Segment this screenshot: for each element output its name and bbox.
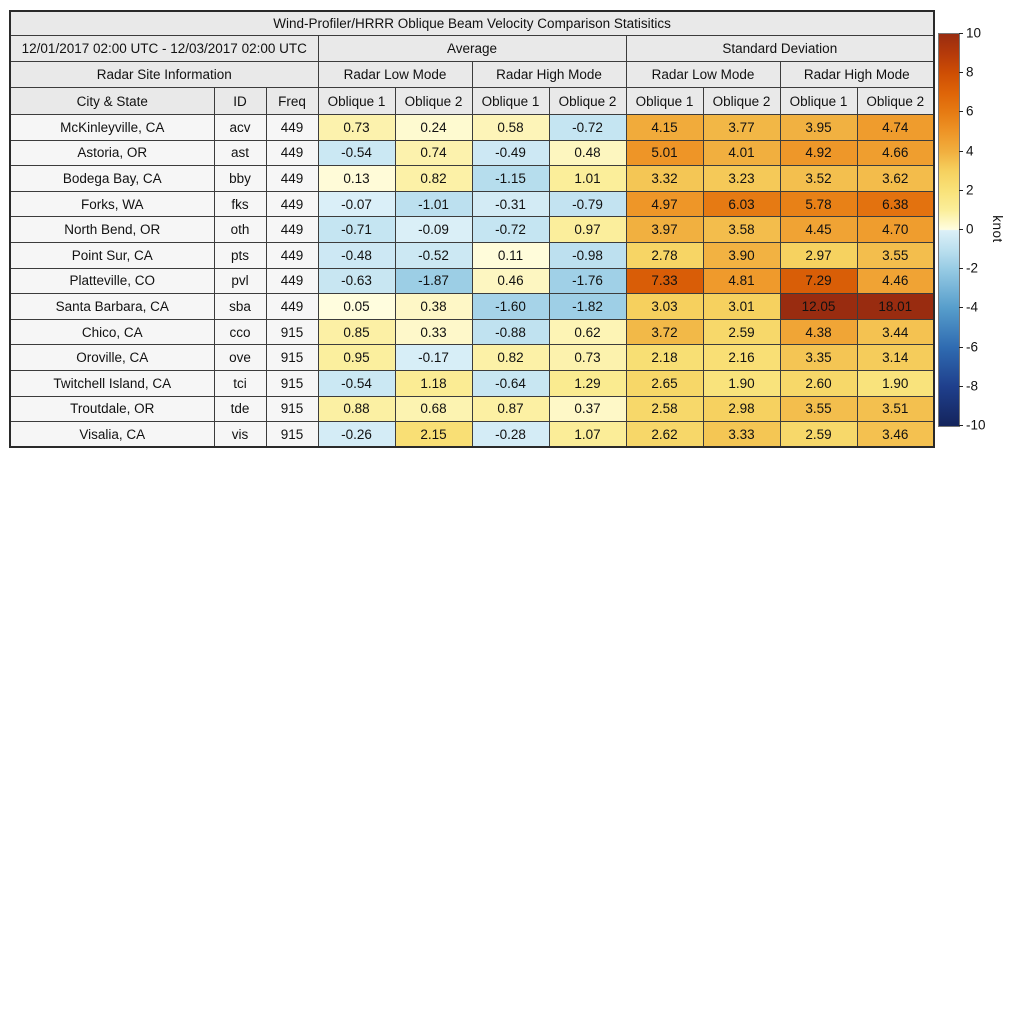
value-cell-std_low_oblique1: 2.65: [626, 370, 703, 396]
value-cell-avg_high_oblique2: -0.98: [549, 242, 626, 268]
city-cell: Chico, CA: [10, 319, 214, 345]
colorbar-tick-mark: [959, 190, 963, 191]
value-cell-avg_high_oblique2: -1.82: [549, 294, 626, 320]
value-cell-avg_low_oblique1: -0.63: [318, 268, 395, 294]
table-row: [10, 422, 934, 448]
value-cell-std_low_oblique1: 2.78: [626, 242, 703, 268]
freq-cell: 449: [266, 191, 318, 217]
value-cell-std_low_oblique1: 2.58: [626, 396, 703, 422]
colorbar-tick-label: -8: [966, 378, 979, 394]
value-cell-std_low_oblique2: 2.59: [703, 319, 780, 345]
value-cell-avg_high_oblique1: -0.88: [472, 319, 549, 345]
value-cell-avg_low_oblique1: 0.73: [318, 115, 395, 141]
value-cell-std_high_oblique2: 3.46: [857, 422, 934, 448]
std-high-oblique2-header: Oblique 2: [857, 88, 934, 115]
value-cell-avg_high_oblique1: 0.11: [472, 242, 549, 268]
value-cell-avg_high_oblique1: 0.58: [472, 115, 549, 141]
colorbar-tick-mark: [959, 111, 963, 112]
value-cell-std_high_oblique1: 2.59: [780, 422, 857, 448]
table-row: [10, 242, 934, 268]
value-cell-std_high_oblique1: 3.95: [780, 115, 857, 141]
id-column-header: ID: [214, 88, 266, 115]
colorbar-tick-mark: [959, 386, 963, 387]
value-cell-std_low_oblique2: 2.16: [703, 345, 780, 371]
value-cell-std_high_oblique2: 4.70: [857, 217, 934, 243]
date-range: 12/01/2017 02:00 UTC - 12/03/2017 02:00 UTC: [10, 36, 318, 62]
value-cell-avg_low_oblique1: 0.05: [318, 294, 395, 320]
value-cell-std_high_oblique1: 12.05: [780, 294, 857, 320]
value-cell-std_high_oblique2: 3.14: [857, 345, 934, 371]
freq-cell: 449: [266, 166, 318, 192]
city-cell: McKinleyville, CA: [10, 115, 214, 141]
table-body: [10, 115, 934, 448]
value-cell-avg_high_oblique1: 0.46: [472, 268, 549, 294]
stats-table: [9, 10, 935, 448]
value-cell-std_low_oblique1: 5.01: [626, 140, 703, 166]
value-cell-std_low_oblique1: 3.32: [626, 166, 703, 192]
std-high-oblique1-header: Oblique 1: [780, 88, 857, 115]
mode-header-row: [10, 62, 934, 88]
value-cell-std_high_oblique2: 3.62: [857, 166, 934, 192]
city-cell: Santa Barbara, CA: [10, 294, 214, 320]
colorbar-tick-mark: [959, 268, 963, 269]
value-cell-avg_high_oblique1: -1.60: [472, 294, 549, 320]
value-cell-avg_high_oblique2: -0.79: [549, 191, 626, 217]
value-cell-avg_high_oblique1: -0.28: [472, 422, 549, 448]
site-id-cell: oth: [214, 217, 266, 243]
value-cell-std_low_oblique2: 3.58: [703, 217, 780, 243]
site-id-cell: ast: [214, 140, 266, 166]
std-low-oblique1-header: Oblique 1: [626, 88, 703, 115]
freq-cell: 915: [266, 396, 318, 422]
freq-cell: 915: [266, 422, 318, 448]
value-cell-avg_low_oblique1: 0.13: [318, 166, 395, 192]
freq-cell: 449: [266, 268, 318, 294]
value-cell-avg_high_oblique2: 0.37: [549, 396, 626, 422]
value-cell-avg_high_oblique2: -1.76: [549, 268, 626, 294]
value-cell-avg_low_oblique1: -0.54: [318, 140, 395, 166]
value-cell-avg_low_oblique1: 0.85: [318, 319, 395, 345]
value-cell-std_low_oblique1: 7.33: [626, 268, 703, 294]
value-cell-avg_low_oblique1: -0.48: [318, 242, 395, 268]
value-cell-std_low_oblique2: 2.98: [703, 396, 780, 422]
value-cell-std_high_oblique2: 3.51: [857, 396, 934, 422]
table-row: [10, 166, 934, 192]
value-cell-std_low_oblique1: 3.97: [626, 217, 703, 243]
city-cell: North Bend, OR: [10, 217, 214, 243]
table-row: [10, 319, 934, 345]
value-cell-avg_low_oblique1: -0.54: [318, 370, 395, 396]
value-cell-std_high_oblique1: 3.35: [780, 345, 857, 371]
colorbar-tick-label: 0: [966, 221, 974, 237]
value-cell-avg_low_oblique2: 0.82: [395, 166, 472, 192]
freq-cell: 915: [266, 370, 318, 396]
freq-cell: 449: [266, 294, 318, 320]
value-cell-std_low_oblique1: 2.18: [626, 345, 703, 371]
site-id-cell: tci: [214, 370, 266, 396]
colorbar-tick-mark: [959, 72, 963, 73]
table-row: [10, 294, 934, 320]
value-cell-avg_low_oblique2: 0.24: [395, 115, 472, 141]
value-cell-std_high_oblique1: 4.92: [780, 140, 857, 166]
colorbar-tick-mark: [959, 229, 963, 230]
freq-cell: 449: [266, 140, 318, 166]
freq-cell: 449: [266, 115, 318, 141]
site-id-cell: cco: [214, 319, 266, 345]
site-id-cell: vis: [214, 422, 266, 448]
value-cell-std_high_oblique1: 5.78: [780, 191, 857, 217]
value-cell-avg_high_oblique2: 0.73: [549, 345, 626, 371]
value-cell-std_low_oblique2: 3.01: [703, 294, 780, 320]
colorbar-tick-label: -2: [966, 260, 979, 276]
table-row: [10, 370, 934, 396]
avg-high-oblique2-header: Oblique 2: [549, 88, 626, 115]
value-cell-avg_low_oblique1: 0.88: [318, 396, 395, 422]
city-cell: Troutdale, OR: [10, 396, 214, 422]
value-cell-std_high_oblique2: 4.74: [857, 115, 934, 141]
colorbar-tick-label: -6: [966, 339, 979, 355]
value-cell-std_high_oblique2: 3.55: [857, 242, 934, 268]
value-cell-avg_low_oblique1: -0.07: [318, 191, 395, 217]
colorbar-tick-label: 2: [966, 182, 974, 198]
value-cell-avg_low_oblique2: 0.74: [395, 140, 472, 166]
value-cell-std_high_oblique2: 3.44: [857, 319, 934, 345]
value-cell-std_low_oblique2: 3.77: [703, 115, 780, 141]
colorbar-tick-mark: [959, 33, 963, 34]
city-cell: Twitchell Island, CA: [10, 370, 214, 396]
avg-high-oblique1-header: Oblique 1: [472, 88, 549, 115]
freq-column-header: Freq: [266, 88, 318, 115]
avg-high-mode-header: Radar High Mode: [472, 62, 626, 88]
value-cell-std_high_oblique2: 1.90: [857, 370, 934, 396]
value-cell-std_high_oblique1: 3.55: [780, 396, 857, 422]
value-cell-std_high_oblique2: 6.38: [857, 191, 934, 217]
value-cell-avg_high_oblique1: -0.49: [472, 140, 549, 166]
value-cell-std_low_oblique1: 3.72: [626, 319, 703, 345]
site-id-cell: ove: [214, 345, 266, 371]
site-id-cell: bby: [214, 166, 266, 192]
site-id-cell: sba: [214, 294, 266, 320]
avg-low-oblique1-header: Oblique 1: [318, 88, 395, 115]
value-cell-avg_high_oblique2: -0.72: [549, 115, 626, 141]
value-cell-avg_low_oblique2: -1.87: [395, 268, 472, 294]
value-cell-avg_high_oblique2: 0.62: [549, 319, 626, 345]
value-cell-std_high_oblique1: 3.52: [780, 166, 857, 192]
value-cell-avg_high_oblique2: 0.48: [549, 140, 626, 166]
city-cell: Bodega Bay, CA: [10, 166, 214, 192]
value-cell-avg_high_oblique1: -0.72: [472, 217, 549, 243]
avg-low-mode-header: Radar Low Mode: [318, 62, 472, 88]
city-cell: Platteville, CO: [10, 268, 214, 294]
value-cell-std_high_oblique2: 18.01: [857, 294, 934, 320]
city-cell: Point Sur, CA: [10, 242, 214, 268]
colorbar-tick-label: -4: [966, 299, 979, 315]
average-group-header: Average: [318, 36, 626, 62]
value-cell-avg_high_oblique1: -0.64: [472, 370, 549, 396]
avg-low-oblique2-header: Oblique 2: [395, 88, 472, 115]
colorbar-tick-mark: [959, 307, 963, 308]
value-cell-std_low_oblique1: 2.62: [626, 422, 703, 448]
std-low-mode-header: Radar Low Mode: [626, 62, 780, 88]
colorbar: [938, 25, 1018, 433]
table-row: [10, 345, 934, 371]
colorbar-tick-mark: [959, 151, 963, 152]
value-cell-avg_low_oblique2: -0.09: [395, 217, 472, 243]
city-cell: Visalia, CA: [10, 422, 214, 448]
site-id-cell: fks: [214, 191, 266, 217]
column-header-row: [10, 88, 934, 115]
freq-cell: 449: [266, 217, 318, 243]
value-cell-avg_low_oblique1: 0.95: [318, 345, 395, 371]
colorbar-tick-label: 6: [966, 103, 974, 119]
value-cell-std_low_oblique1: 3.03: [626, 294, 703, 320]
value-cell-std_high_oblique1: 4.38: [780, 319, 857, 345]
value-cell-std_low_oblique1: 4.97: [626, 191, 703, 217]
value-cell-avg_low_oblique2: 1.18: [395, 370, 472, 396]
city-cell: Oroville, CA: [10, 345, 214, 371]
title-row: [10, 11, 934, 36]
std-deviation-group-header: Standard Deviation: [626, 36, 934, 62]
value-cell-avg_low_oblique2: -0.17: [395, 345, 472, 371]
value-cell-std_high_oblique1: 2.60: [780, 370, 857, 396]
value-cell-avg_high_oblique1: -1.15: [472, 166, 549, 192]
value-cell-avg_high_oblique2: 1.01: [549, 166, 626, 192]
site-id-cell: acv: [214, 115, 266, 141]
table-row: [10, 396, 934, 422]
value-cell-std_low_oblique1: 4.15: [626, 115, 703, 141]
value-cell-std_low_oblique2: 3.90: [703, 242, 780, 268]
site-id-cell: pts: [214, 242, 266, 268]
colorbar-tick-label: 10: [966, 25, 982, 41]
value-cell-avg_high_oblique1: 0.87: [472, 396, 549, 422]
value-cell-avg_high_oblique2: 1.29: [549, 370, 626, 396]
value-cell-avg_low_oblique1: -0.26: [318, 422, 395, 448]
value-cell-std_low_oblique2: 3.33: [703, 422, 780, 448]
table-row: [10, 140, 934, 166]
value-cell-std_high_oblique2: 4.66: [857, 140, 934, 166]
value-cell-avg_low_oblique2: 0.33: [395, 319, 472, 345]
value-cell-std_high_oblique1: 7.29: [780, 268, 857, 294]
value-cell-std_low_oblique2: 4.01: [703, 140, 780, 166]
freq-cell: 915: [266, 319, 318, 345]
freq-cell: 449: [266, 242, 318, 268]
colorbar-tick-label: 8: [966, 64, 974, 80]
table-title: Wind-Profiler/HRRR Oblique Beam Velocity Comparison Statisitics: [10, 11, 934, 36]
colorbar-gradient: [938, 33, 960, 427]
value-cell-std_low_oblique2: 3.23: [703, 166, 780, 192]
freq-cell: 915: [266, 345, 318, 371]
table-row: [10, 191, 934, 217]
city-cell: Astoria, OR: [10, 140, 214, 166]
value-cell-avg_low_oblique2: 0.68: [395, 396, 472, 422]
value-cell-std_low_oblique2: 6.03: [703, 191, 780, 217]
table-row: [10, 268, 934, 294]
colorbar-unit-label: knot: [990, 215, 1005, 243]
value-cell-avg_high_oblique2: 1.07: [549, 422, 626, 448]
colorbar-tick-label: -10: [966, 417, 986, 433]
group-header-row: [10, 36, 934, 62]
colorbar-tick-mark: [959, 425, 963, 426]
value-cell-std_high_oblique1: 2.97: [780, 242, 857, 268]
colorbar-tick-mark: [959, 347, 963, 348]
site-id-cell: tde: [214, 396, 266, 422]
colorbar-tick-label: 4: [966, 143, 974, 159]
value-cell-std_high_oblique2: 4.46: [857, 268, 934, 294]
value-cell-avg_low_oblique2: 2.15: [395, 422, 472, 448]
std-high-mode-header: Radar High Mode: [780, 62, 934, 88]
value-cell-avg_low_oblique1: -0.71: [318, 217, 395, 243]
std-low-oblique2-header: Oblique 2: [703, 88, 780, 115]
value-cell-avg_high_oblique1: -0.31: [472, 191, 549, 217]
value-cell-std_high_oblique1: 4.45: [780, 217, 857, 243]
value-cell-avg_low_oblique2: 0.38: [395, 294, 472, 320]
value-cell-avg_low_oblique2: -1.01: [395, 191, 472, 217]
city-state-column-header: City & State: [10, 88, 214, 115]
value-cell-avg_low_oblique2: -0.52: [395, 242, 472, 268]
table-row: [10, 115, 934, 141]
value-cell-std_low_oblique2: 1.90: [703, 370, 780, 396]
site-info-header: Radar Site Information: [10, 62, 318, 88]
value-cell-std_low_oblique2: 4.81: [703, 268, 780, 294]
value-cell-avg_high_oblique2: 0.97: [549, 217, 626, 243]
site-id-cell: pvl: [214, 268, 266, 294]
table-row: [10, 217, 934, 243]
city-cell: Forks, WA: [10, 191, 214, 217]
value-cell-avg_high_oblique1: 0.82: [472, 345, 549, 371]
